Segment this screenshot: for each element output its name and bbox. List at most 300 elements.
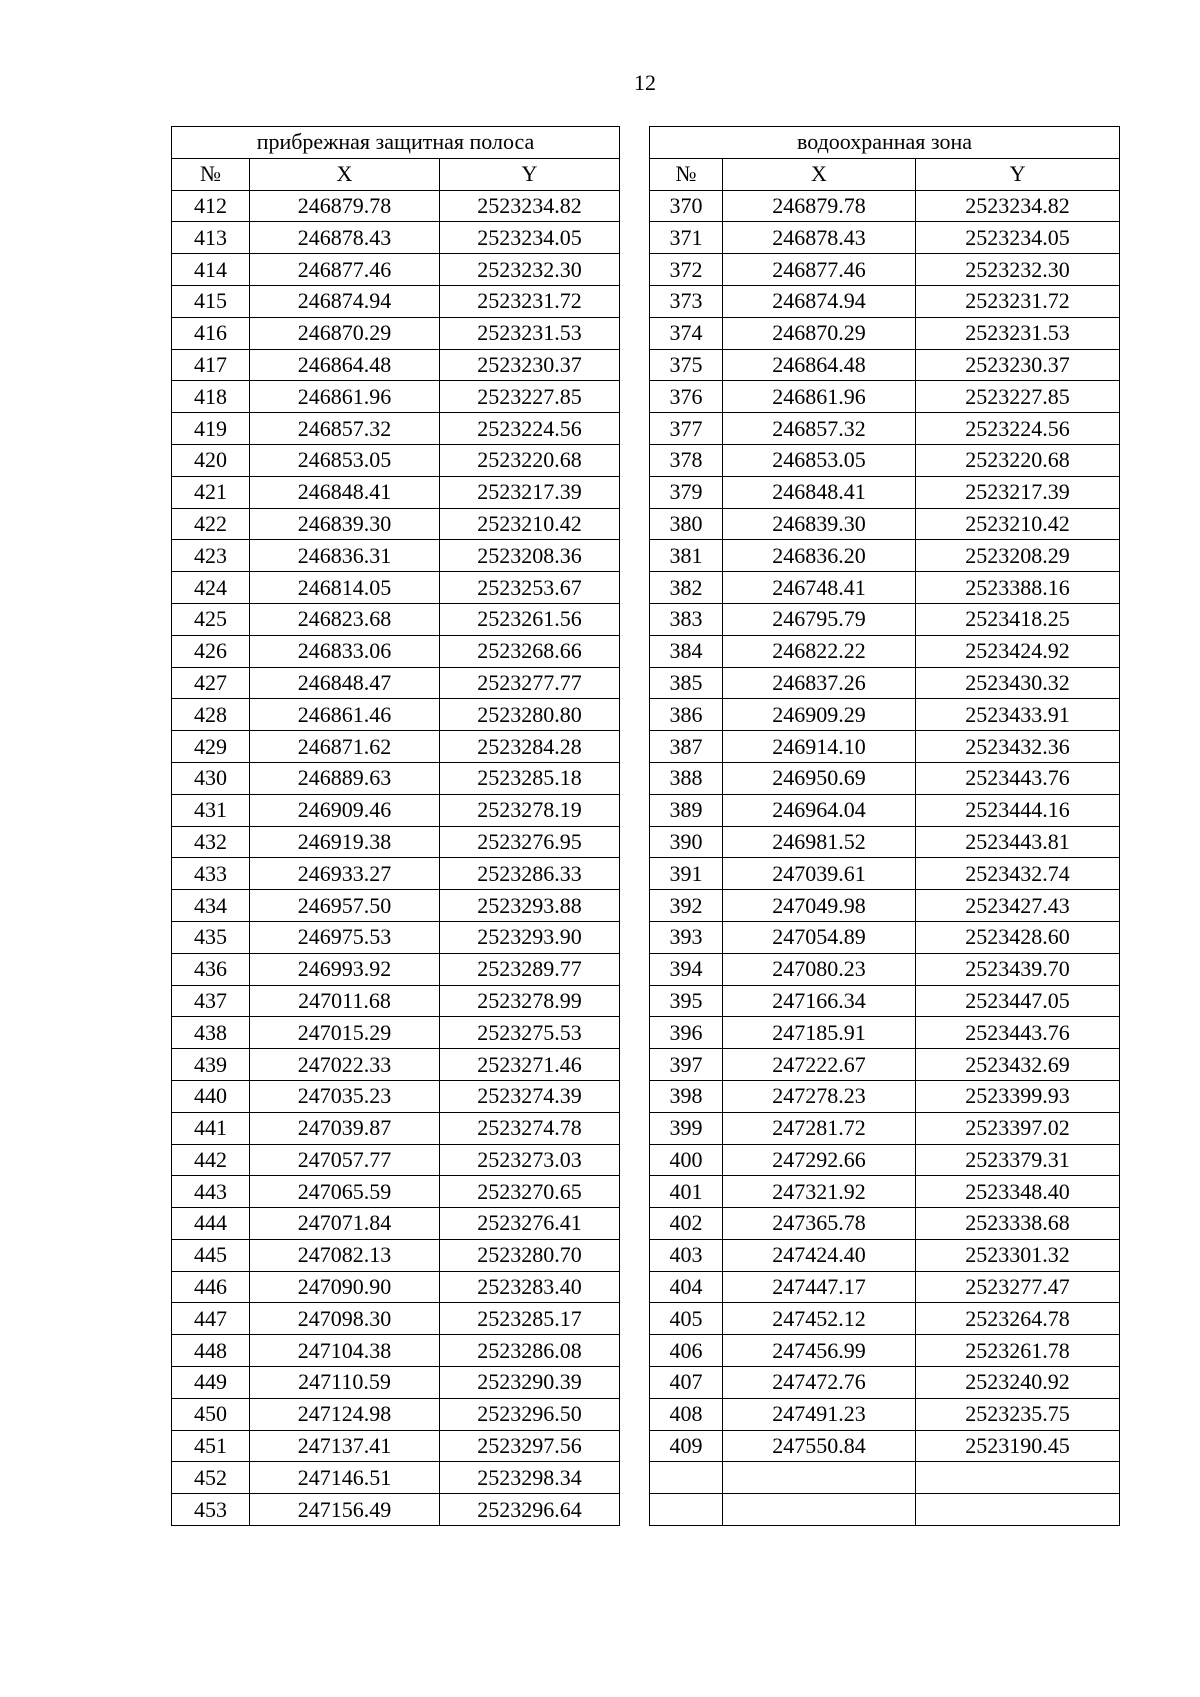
table-row <box>172 985 620 1017</box>
cell-x: 247156.49 <box>250 1494 440 1526</box>
cell-number: 394 <box>650 953 723 985</box>
table-row <box>650 1049 1120 1081</box>
cell-number: 433 <box>172 858 250 890</box>
cell-y: 2523289.77 <box>440 953 620 985</box>
table-row <box>650 476 1120 508</box>
cell-x: 247278.23 <box>723 1080 916 1112</box>
cell-y: 2523220.68 <box>916 444 1120 476</box>
table-row <box>172 1367 620 1399</box>
cell-y: 2523379.31 <box>916 1144 1120 1176</box>
table-row <box>650 413 1120 445</box>
table-row <box>650 731 1120 763</box>
table-row <box>650 317 1120 349</box>
table-row <box>172 921 620 953</box>
cell-number: 408 <box>650 1398 723 1430</box>
cell-number: 447 <box>172 1303 250 1335</box>
cell-number: 371 <box>650 222 723 254</box>
cell-y: 2523273.03 <box>440 1144 620 1176</box>
cell-x: 246839.30 <box>723 508 916 540</box>
cell-y: 2523428.60 <box>916 921 1120 953</box>
cell-number: 431 <box>172 794 250 826</box>
cell-x: 246877.46 <box>723 254 916 286</box>
cell-x: 246823.68 <box>250 603 440 635</box>
table-title-row <box>650 127 1120 159</box>
cell-x: 247039.87 <box>250 1112 440 1144</box>
cell-y: 2523293.88 <box>440 890 620 922</box>
cell-x: 246795.79 <box>723 603 916 635</box>
cell-x: 247447.17 <box>723 1271 916 1303</box>
cell-x: 246861.96 <box>723 381 916 413</box>
cell-number <box>650 1494 723 1526</box>
cell-x: 246748.41 <box>723 572 916 604</box>
table-row <box>172 699 620 731</box>
cell-y: 2523444.16 <box>916 794 1120 826</box>
table-row <box>172 381 620 413</box>
cell-y: 2523232.30 <box>916 254 1120 286</box>
cell-x: 246879.78 <box>250 190 440 222</box>
cell-x: 246853.05 <box>723 444 916 476</box>
table-row <box>172 572 620 604</box>
cell-number: 444 <box>172 1208 250 1240</box>
cell-number: 405 <box>650 1303 723 1335</box>
cell-y: 2523220.68 <box>440 444 620 476</box>
cell-y: 2523268.66 <box>440 635 620 667</box>
cell-y: 2523234.05 <box>916 222 1120 254</box>
table-row <box>172 1049 620 1081</box>
cell-x: 246857.32 <box>723 413 916 445</box>
cell-x: 247456.99 <box>723 1335 916 1367</box>
table-row <box>650 1462 1120 1494</box>
cell-number: 377 <box>650 413 723 445</box>
table-row <box>172 1017 620 1049</box>
cell-y: 2523432.36 <box>916 731 1120 763</box>
cell-x: 247185.91 <box>723 1017 916 1049</box>
cell-y: 2523224.56 <box>916 413 1120 445</box>
table-row <box>650 635 1120 667</box>
cell-y: 2523231.53 <box>916 317 1120 349</box>
cell-y: 2523296.64 <box>440 1494 620 1526</box>
cell-number: 446 <box>172 1271 250 1303</box>
table-row <box>172 858 620 890</box>
cell-x: 246836.20 <box>723 540 916 572</box>
cell-number: 400 <box>650 1144 723 1176</box>
cell-x: 246933.27 <box>250 858 440 890</box>
cell-number: 375 <box>650 349 723 381</box>
cell-y: 2523432.69 <box>916 1049 1120 1081</box>
cell-y: 2523388.16 <box>916 572 1120 604</box>
cell-number: 387 <box>650 731 723 763</box>
table-row <box>650 222 1120 254</box>
table-row <box>172 349 620 381</box>
cell-y: 2523286.08 <box>440 1335 620 1367</box>
cell-number: 453 <box>172 1494 250 1526</box>
cell-y: 2523278.99 <box>440 985 620 1017</box>
table-row <box>650 285 1120 317</box>
cell-y: 2523274.39 <box>440 1080 620 1112</box>
cell-y: 2523271.46 <box>440 1049 620 1081</box>
cell-y: 2523231.72 <box>440 285 620 317</box>
table-row <box>650 603 1120 635</box>
cell-y: 2523286.33 <box>440 858 620 890</box>
table-row <box>172 794 620 826</box>
cell-number: 440 <box>172 1080 250 1112</box>
column-header-number: № <box>172 158 250 190</box>
table-row <box>172 953 620 985</box>
cell-y: 2523235.75 <box>916 1398 1120 1430</box>
cell-number: 391 <box>650 858 723 890</box>
table-row <box>172 890 620 922</box>
cell-y: 2523261.78 <box>916 1335 1120 1367</box>
table-row <box>650 1112 1120 1144</box>
cell-x: 247057.77 <box>250 1144 440 1176</box>
table-row <box>172 603 620 635</box>
cell-x: 246878.43 <box>250 222 440 254</box>
table-row <box>650 890 1120 922</box>
cell-y: 2523210.42 <box>440 508 620 540</box>
cell-y: 2523270.65 <box>440 1176 620 1208</box>
cell-y: 2523338.68 <box>916 1208 1120 1240</box>
cell-y: 2523277.47 <box>916 1271 1120 1303</box>
cell-number: 430 <box>172 762 250 794</box>
cell-x: 246848.41 <box>250 476 440 508</box>
cell-number: 416 <box>172 317 250 349</box>
cell-x: 247015.29 <box>250 1017 440 1049</box>
cell-x: 247321.92 <box>723 1176 916 1208</box>
cell-x: 246837.26 <box>723 667 916 699</box>
cell-y: 2523443.76 <box>916 762 1120 794</box>
cell-y: 2523208.29 <box>916 540 1120 572</box>
cell-number: 424 <box>172 572 250 604</box>
cell-x: 246874.94 <box>250 285 440 317</box>
table-header-row <box>650 158 1120 190</box>
cell-y: 2523230.37 <box>440 349 620 381</box>
table-row <box>172 826 620 858</box>
table-row <box>650 1239 1120 1271</box>
cell-y: 2523430.32 <box>916 667 1120 699</box>
table-row <box>172 1335 620 1367</box>
cell-number: 439 <box>172 1049 250 1081</box>
cell-y: 2523217.39 <box>440 476 620 508</box>
cell-number: 427 <box>172 667 250 699</box>
cell-number: 404 <box>650 1271 723 1303</box>
cell-y: 2523190.45 <box>916 1430 1120 1462</box>
cell-y: 2523280.70 <box>440 1239 620 1271</box>
cell-x: 246848.47 <box>250 667 440 699</box>
cell-y: 2523277.77 <box>440 667 620 699</box>
cell-x: 246857.32 <box>250 413 440 445</box>
cell-x: 246877.46 <box>250 254 440 286</box>
cell-x: 246853.05 <box>250 444 440 476</box>
cell-x: 247080.23 <box>723 953 916 985</box>
cell-x: 246981.52 <box>723 826 916 858</box>
cell-x: 246864.48 <box>250 349 440 381</box>
cell-number: 415 <box>172 285 250 317</box>
cell-y: 2523231.53 <box>440 317 620 349</box>
table-row <box>650 444 1120 476</box>
table-row <box>650 1367 1120 1399</box>
cell-number: 386 <box>650 699 723 731</box>
cell-number: 417 <box>172 349 250 381</box>
table-row <box>172 222 620 254</box>
cell-x: 247022.33 <box>250 1049 440 1081</box>
column-header-y: Y <box>440 158 620 190</box>
cell-number <box>650 1462 723 1494</box>
cell-number: 441 <box>172 1112 250 1144</box>
cell-number: 445 <box>172 1239 250 1271</box>
cell-x: 247011.68 <box>250 985 440 1017</box>
cell-number: 423 <box>172 540 250 572</box>
table-row <box>172 1271 620 1303</box>
cell-number: 402 <box>650 1208 723 1240</box>
table-row <box>650 858 1120 890</box>
cell-y: 2523217.39 <box>916 476 1120 508</box>
page-number: 12 <box>634 70 656 95</box>
cell-x: 246864.48 <box>723 349 916 381</box>
table-row <box>650 1303 1120 1335</box>
table-row <box>172 1208 620 1240</box>
cell-number: 429 <box>172 731 250 763</box>
table-row <box>650 190 1120 222</box>
column-header-x: X <box>723 158 916 190</box>
cell-x: 247082.13 <box>250 1239 440 1271</box>
cell-number: 414 <box>172 254 250 286</box>
cell-y: 2523278.19 <box>440 794 620 826</box>
cell-x: 246861.96 <box>250 381 440 413</box>
cell-y: 2523447.05 <box>916 985 1120 1017</box>
cell-number: 409 <box>650 1430 723 1462</box>
cell-x: 247039.61 <box>723 858 916 890</box>
coastal-protection-strip-table <box>171 126 620 1526</box>
table-row <box>172 1080 620 1112</box>
cell-number: 426 <box>172 635 250 667</box>
table-row <box>650 1271 1120 1303</box>
cell-number: 397 <box>650 1049 723 1081</box>
cell-number: 432 <box>172 826 250 858</box>
table-row <box>650 667 1120 699</box>
table-row <box>650 254 1120 286</box>
cell-y: 2523432.74 <box>916 858 1120 890</box>
table-row <box>650 794 1120 826</box>
cell-number: 452 <box>172 1462 250 1494</box>
table-row <box>650 1176 1120 1208</box>
table-row <box>172 1303 620 1335</box>
table-row <box>172 667 620 699</box>
cell-x: 247292.66 <box>723 1144 916 1176</box>
cell-y: 2523240.92 <box>916 1367 1120 1399</box>
table-body <box>650 190 1120 1525</box>
cell-x: 246871.62 <box>250 731 440 763</box>
cell-number: 451 <box>172 1430 250 1462</box>
cell-y: 2523234.82 <box>440 190 620 222</box>
cell-y: 2523348.40 <box>916 1176 1120 1208</box>
cell-x: 246889.63 <box>250 762 440 794</box>
cell-y: 2523280.80 <box>440 699 620 731</box>
cell-x: 247166.34 <box>723 985 916 1017</box>
cell-number: 389 <box>650 794 723 826</box>
cell-x: 246950.69 <box>723 762 916 794</box>
cell-y: 2523275.53 <box>440 1017 620 1049</box>
water-protection-zone-table <box>649 126 1120 1526</box>
cell-x: 247124.98 <box>250 1398 440 1430</box>
cell-x: 246874.94 <box>723 285 916 317</box>
cell-x: 247049.98 <box>723 890 916 922</box>
cell-number: 390 <box>650 826 723 858</box>
cell-number: 448 <box>172 1335 250 1367</box>
table-row <box>650 540 1120 572</box>
cell-x: 246836.31 <box>250 540 440 572</box>
cell-number: 443 <box>172 1176 250 1208</box>
cell-y: 2523293.90 <box>440 921 620 953</box>
cell-number: 384 <box>650 635 723 667</box>
cell-y: 2523424.92 <box>916 635 1120 667</box>
table-row <box>172 285 620 317</box>
cell-number: 450 <box>172 1398 250 1430</box>
cell-x: 247137.41 <box>250 1430 440 1462</box>
cell-y: 2523399.93 <box>916 1080 1120 1112</box>
cell-number: 420 <box>172 444 250 476</box>
table-row <box>172 190 620 222</box>
column-header-number: № <box>650 158 723 190</box>
table-row <box>172 1494 620 1526</box>
cell-x: 247550.84 <box>723 1430 916 1462</box>
cell-y: 2523284.28 <box>440 731 620 763</box>
cell-number: 379 <box>650 476 723 508</box>
cell-y: 2523283.40 <box>440 1271 620 1303</box>
table-row <box>650 985 1120 1017</box>
table-row <box>172 1462 620 1494</box>
table-row <box>172 1112 620 1144</box>
cell-number: 403 <box>650 1239 723 1271</box>
table-row <box>650 921 1120 953</box>
table-row <box>650 1494 1120 1526</box>
cell-number: 382 <box>650 572 723 604</box>
column-header-x: X <box>250 158 440 190</box>
cell-number: 376 <box>650 381 723 413</box>
cell-y: 2523253.67 <box>440 572 620 604</box>
cell-number: 413 <box>172 222 250 254</box>
table-row <box>172 1398 620 1430</box>
table-row <box>172 317 620 349</box>
cell-number: 388 <box>650 762 723 794</box>
cell-x: 247110.59 <box>250 1367 440 1399</box>
table-body <box>172 190 620 1525</box>
table-row <box>172 540 620 572</box>
cell-x: 247491.23 <box>723 1398 916 1430</box>
cell-y: 2523276.95 <box>440 826 620 858</box>
cell-y: 2523234.82 <box>916 190 1120 222</box>
cell-y: 2523443.81 <box>916 826 1120 858</box>
table-title-row <box>172 127 620 159</box>
cell-x: 247104.38 <box>250 1335 440 1367</box>
cell-number: 437 <box>172 985 250 1017</box>
table-row <box>650 349 1120 381</box>
cell-y: 2523234.05 <box>440 222 620 254</box>
cell-x: 247054.89 <box>723 921 916 953</box>
table-row <box>650 1080 1120 1112</box>
cell-y: 2523227.85 <box>916 381 1120 413</box>
cell-number: 401 <box>650 1176 723 1208</box>
table-row <box>650 381 1120 413</box>
table-row <box>172 635 620 667</box>
table-row <box>172 444 620 476</box>
cell-y: 2523231.72 <box>916 285 1120 317</box>
cell-number: 428 <box>172 699 250 731</box>
cell-number: 398 <box>650 1080 723 1112</box>
cell-x: 246914.10 <box>723 731 916 763</box>
cell-x: 246870.29 <box>723 317 916 349</box>
cell-y: 2523443.76 <box>916 1017 1120 1049</box>
cell-number: 370 <box>650 190 723 222</box>
table-row <box>172 1144 620 1176</box>
cell-x: 247424.40 <box>723 1239 916 1271</box>
cell-x: 246878.43 <box>723 222 916 254</box>
cell-number: 436 <box>172 953 250 985</box>
cell-x: 246879.78 <box>723 190 916 222</box>
table-row <box>172 731 620 763</box>
cell-y: 2523418.25 <box>916 603 1120 635</box>
table-title: водоохранная зона <box>650 127 1120 159</box>
cell-y: 2523274.78 <box>440 1112 620 1144</box>
cell-number: 419 <box>172 413 250 445</box>
table-row <box>650 508 1120 540</box>
cell-x: 246909.29 <box>723 699 916 731</box>
cell-y: 2523285.18 <box>440 762 620 794</box>
cell-number: 380 <box>650 508 723 540</box>
cell-x <box>723 1494 916 1526</box>
cell-y: 2523208.36 <box>440 540 620 572</box>
cell-y: 2523227.85 <box>440 381 620 413</box>
table-row <box>650 1430 1120 1462</box>
table-row <box>172 476 620 508</box>
cell-number: 393 <box>650 921 723 953</box>
cell-y: 2523298.34 <box>440 1462 620 1494</box>
cell-y: 2523297.56 <box>440 1430 620 1462</box>
cell-number: 392 <box>650 890 723 922</box>
cell-y: 2523264.78 <box>916 1303 1120 1335</box>
cell-x: 246848.41 <box>723 476 916 508</box>
cell-y: 2523397.02 <box>916 1112 1120 1144</box>
table-row <box>172 1239 620 1271</box>
cell-number: 422 <box>172 508 250 540</box>
cell-y: 2523224.56 <box>440 413 620 445</box>
table-row <box>172 413 620 445</box>
cell-y: 2523232.30 <box>440 254 620 286</box>
cell-number: 406 <box>650 1335 723 1367</box>
cell-y: 2523230.37 <box>916 349 1120 381</box>
cell-number: 434 <box>172 890 250 922</box>
cell-x: 247098.30 <box>250 1303 440 1335</box>
cell-x: 246833.06 <box>250 635 440 667</box>
cell-y: 2523427.43 <box>916 890 1120 922</box>
cell-x: 246861.46 <box>250 699 440 731</box>
cell-x: 246975.53 <box>250 921 440 953</box>
cell-number: 407 <box>650 1367 723 1399</box>
cell-number: 442 <box>172 1144 250 1176</box>
cell-x: 246870.29 <box>250 317 440 349</box>
cell-number: 435 <box>172 921 250 953</box>
cell-y: 2523290.39 <box>440 1367 620 1399</box>
table-row <box>172 508 620 540</box>
cell-x: 246822.22 <box>723 635 916 667</box>
cell-number: 396 <box>650 1017 723 1049</box>
cell-x: 247452.12 <box>723 1303 916 1335</box>
cell-number: 412 <box>172 190 250 222</box>
cell-number: 449 <box>172 1367 250 1399</box>
cell-x: 246993.92 <box>250 953 440 985</box>
cell-x: 247146.51 <box>250 1462 440 1494</box>
table-row <box>172 1176 620 1208</box>
cell-x: 247090.90 <box>250 1271 440 1303</box>
